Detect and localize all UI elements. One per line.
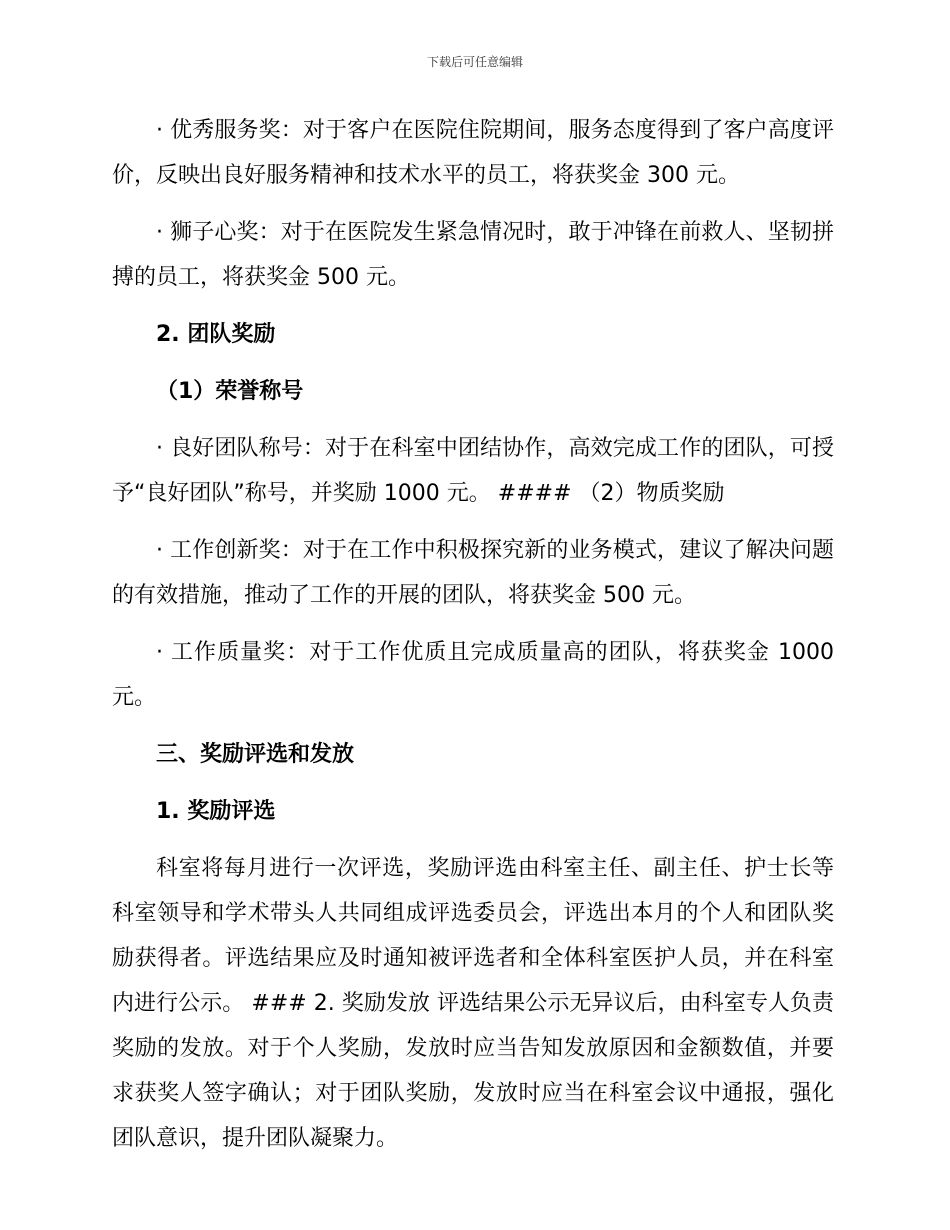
- chapter-heading-selection-distribution: 三、奖励评选和发放: [156, 742, 355, 767]
- section-heading-team-rewards: 2. 团队奖励: [156, 322, 276, 347]
- award-good-team: · 良好团队称号：对于在科室中团结协作，高效完成工作的团队，可授予“良好团队”称号，并奖励 1000 元。 #### （2）物质奖励: [112, 436, 834, 506]
- selection-paragraph: 科室将每月进行一次评选，奖励评选由科室主任、副主任、护士长等科室领导和学术带头人共同组成评选委员会，评选出本月的个人和团队奖励获得者。评选结果应及时通知被评选者和全体科室医护人员，并在科室内进行公示。 ### 2. 奖励发放 评选结果公示无异议后，由科室专人负责奖励的发放。对于个人奖励，发放时应当告知发放原因和金额数值，并要求获奖人签字确认；对于团队奖励，发放时应当在科室会议中通报，强化团队意识，提升团队凝聚力。: [112, 856, 834, 1151]
- award-work-quality: · 工作质量奖：对于工作优质且完成质量高的团队，将获奖金 1000 元。: [112, 640, 834, 710]
- award-work-innovation: · 工作创新奖：对于在工作中积极探究新的业务模式，建议了解决问题的有效措施，推动了工作的开展的团队，将获奖金 500 元。: [112, 538, 834, 608]
- document-body: [112, 108, 834, 1173]
- page-header: 下载后可任意编辑: [426, 55, 523, 69]
- award-excellent-service: · 优秀服务奖：对于客户在医院住院期间，服务态度得到了客户高度评价，反映出良好服务精神和技术水平的员工，将获奖金 300 元。: [112, 118, 834, 188]
- section-heading-selection: 1. 奖励评选: [156, 799, 276, 824]
- subsection-heading-honor-title: （1）荣誉称号: [156, 379, 304, 404]
- award-lionheart: · 狮子心奖：对于在医院发生紧急情况时，敢于冲锋在前救人、坚韧拼搏的员工，将获奖金 500 元。: [112, 220, 834, 290]
